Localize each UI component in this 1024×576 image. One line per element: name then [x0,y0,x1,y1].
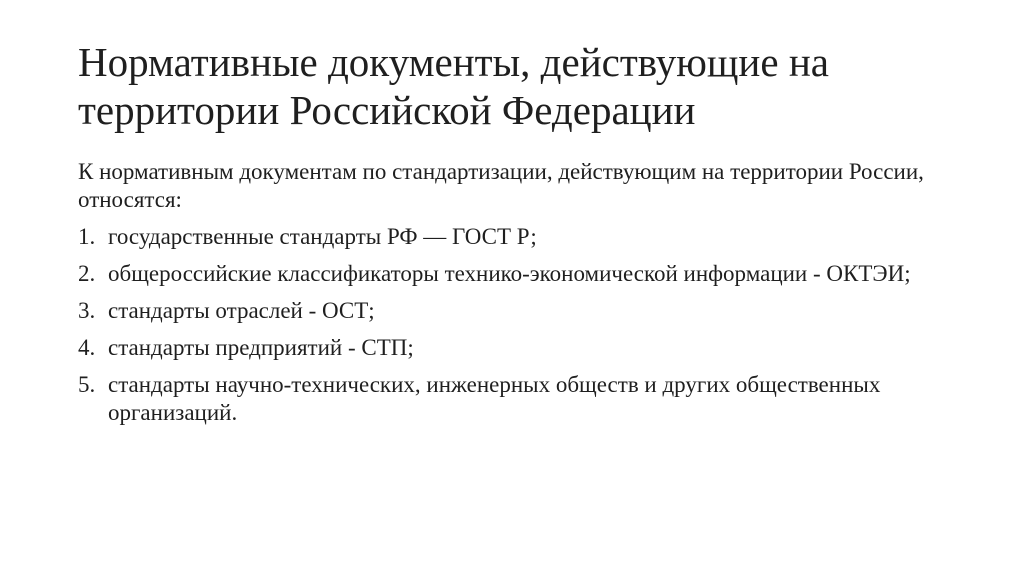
list-item-number: 1. [78,224,96,249]
list-item-number: 4. [78,335,96,360]
list-item-text: стандарты отраслей - ОСТ; [108,298,375,323]
list-item [78,223,948,251]
list-item-text: государственные стандарты РФ — ГОСТ Р; [108,224,537,249]
list-item [78,371,948,427]
slide-content [78,158,948,436]
list-item [78,334,948,362]
list-item [78,297,948,325]
list-item [78,260,948,288]
standards-list [78,223,948,427]
list-item-number: 5. [78,372,96,397]
list-item-number: 3. [78,298,96,323]
list-item-text: стандарты предприятий - СТП; [108,335,414,360]
list-item-text: стандарты научно-технических, инженерных обществ и других общественных организаций. [108,372,881,425]
intro-paragraph: К нормативным документам по стандартизации, действующим на территории России, относятся: [78,159,924,212]
list-item-text: общероссийские классификаторы технико-экономической информации - ОКТЭИ; [108,261,911,286]
slide-title: Нормативные документы, действующие на территории Российской Федерации [78,39,829,133]
list-item-number: 2. [78,261,96,286]
